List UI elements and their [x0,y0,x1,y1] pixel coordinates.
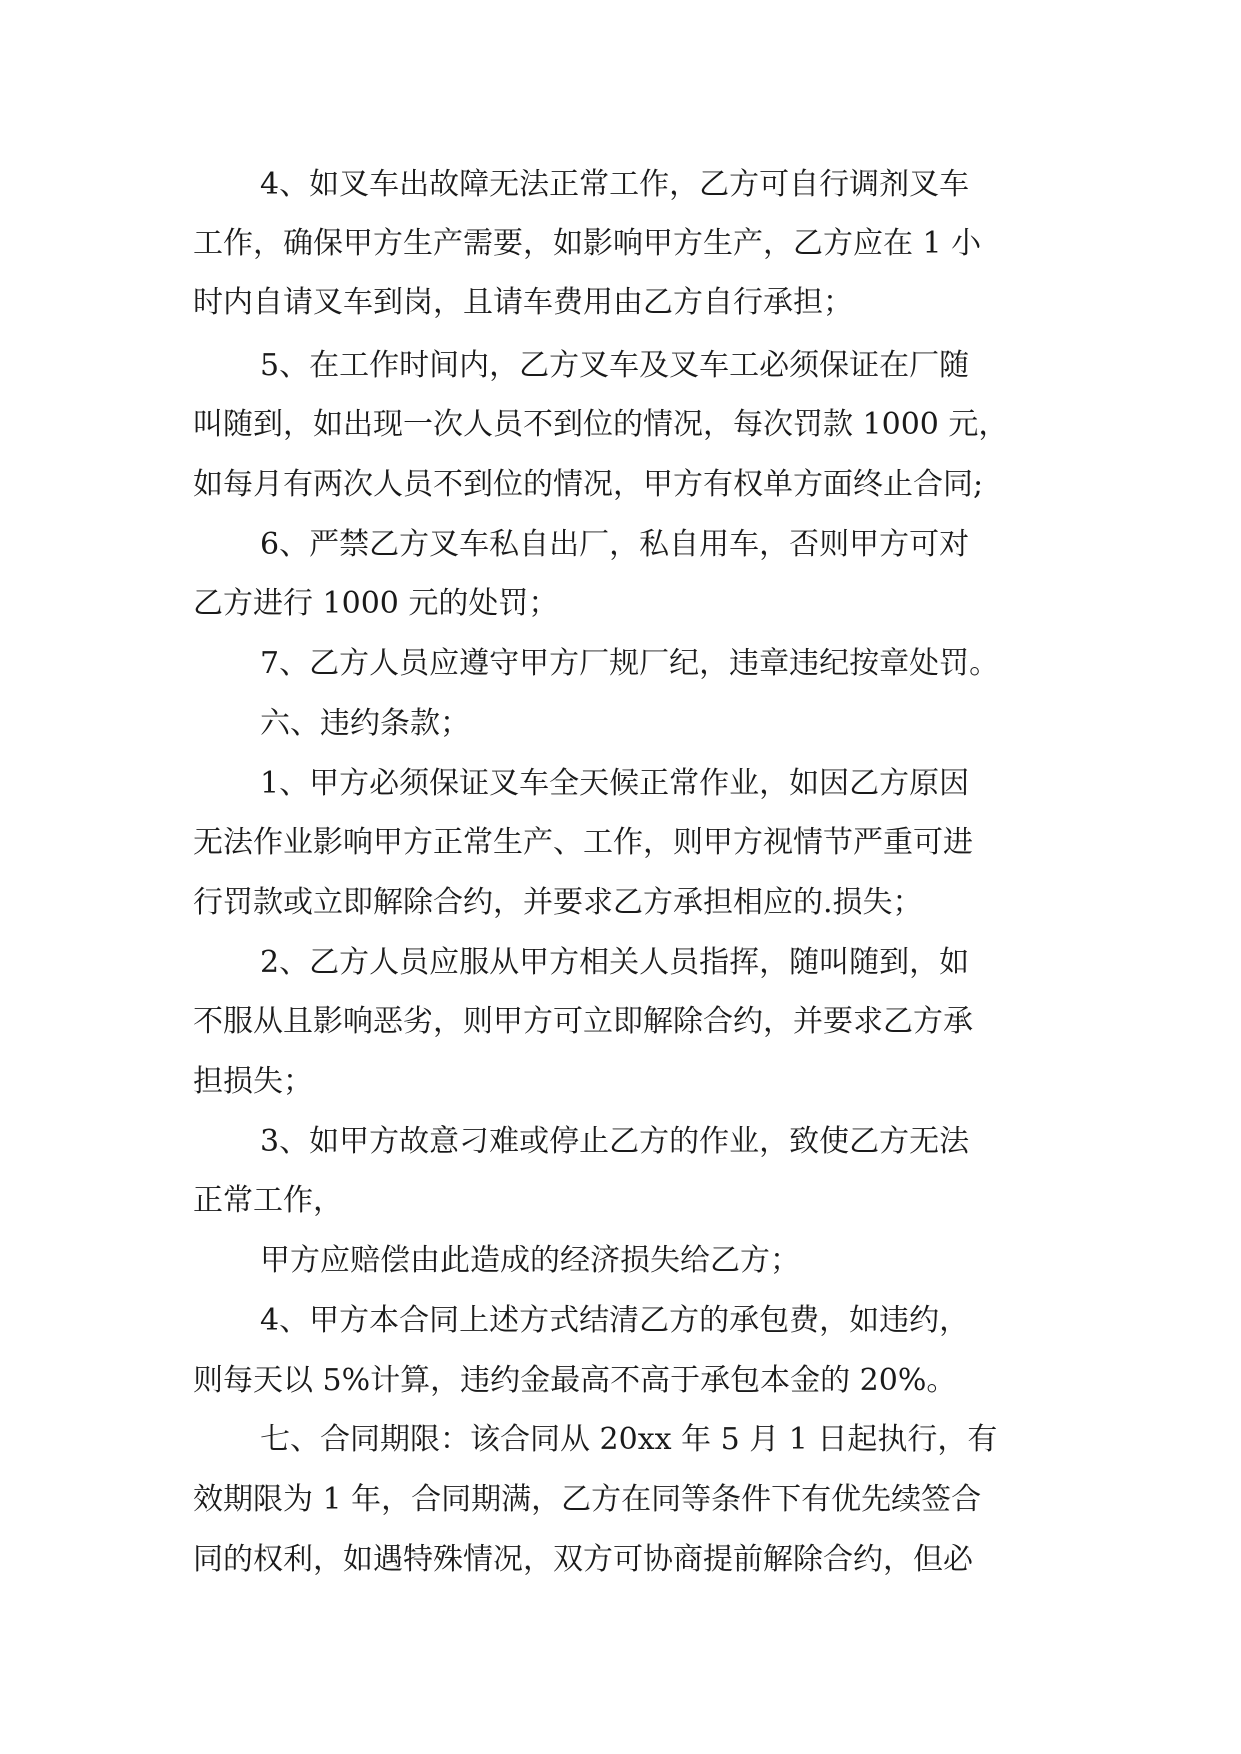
text-line: 无法作业影响甲方正常生产、工作，则甲方视情节严重可进 [193,825,973,860]
section-heading: 六、违约条款； [260,706,470,741]
text-line: 甲方应赔偿由此造成的经济损失给乙方； [260,1243,800,1278]
text-line: 担损失； [193,1064,313,1099]
text-line: 效期限为 1 年，合同期满，乙方在同等条件下有优先续签合 [193,1482,982,1517]
text-line: 3、如甲方故意刁难或停止乙方的作业，致使乙方无法 [260,1124,970,1159]
text-line: 2、乙方人员应服从甲方相关人员指挥，随叫随到，如 [260,945,970,980]
text-line: 7、乙方人员应遵守甲方厂规厂纪，违章违纪按章处罚。 [260,646,1000,681]
text-line: 正常工作， [193,1183,343,1218]
text-line: 时内自请叉车到岗，且请车费用由乙方自行承担； [193,285,853,320]
text-line: 1、甲方必须保证叉车全天候正常作业，如因乙方原因 [260,766,970,801]
text-line: 5、在工作时间内，乙方叉车及叉车工必须保证在厂随 [260,348,970,383]
text-line: 如每月有两次人员不到位的情况，甲方有权单方面终止合同; [193,467,984,502]
text-line: 6、严禁乙方叉车私自出厂，私自用车，否则甲方可对 [260,527,970,562]
text-line: 工作，确保甲方生产需要，如影响甲方生产，乙方应在 1 小 [193,226,982,261]
text-line: 乙方进行 1000 元的处罚； [193,586,559,621]
text-line: 4、甲方本合同上述方式结清乙方的承包费，如违约， [260,1303,970,1338]
text-line: 叫随到，如出现一次人员不到位的情况，每次罚款 1000 元， [193,407,1009,442]
text-line: 不服从且影响恶劣，则甲方可立即解除合约，并要求乙方承 [193,1004,973,1039]
text-line: 行罚款或立即解除合约，并要求乙方承担相应的.损失； [193,885,923,920]
text-line: 4、如叉车出故障无法正常工作，乙方可自行调剂叉车 [260,167,970,202]
section-heading: 七、合同期限：该合同从 20xx 年 5 月 1 日起执行，有 [260,1422,998,1457]
text-line: 同的权利，如遇特殊情况，双方可协商提前解除合约，但必 [193,1542,973,1577]
text-line: 则每天以 5%计算，违约金最高不高于承包本金的 20%。 [193,1363,957,1398]
